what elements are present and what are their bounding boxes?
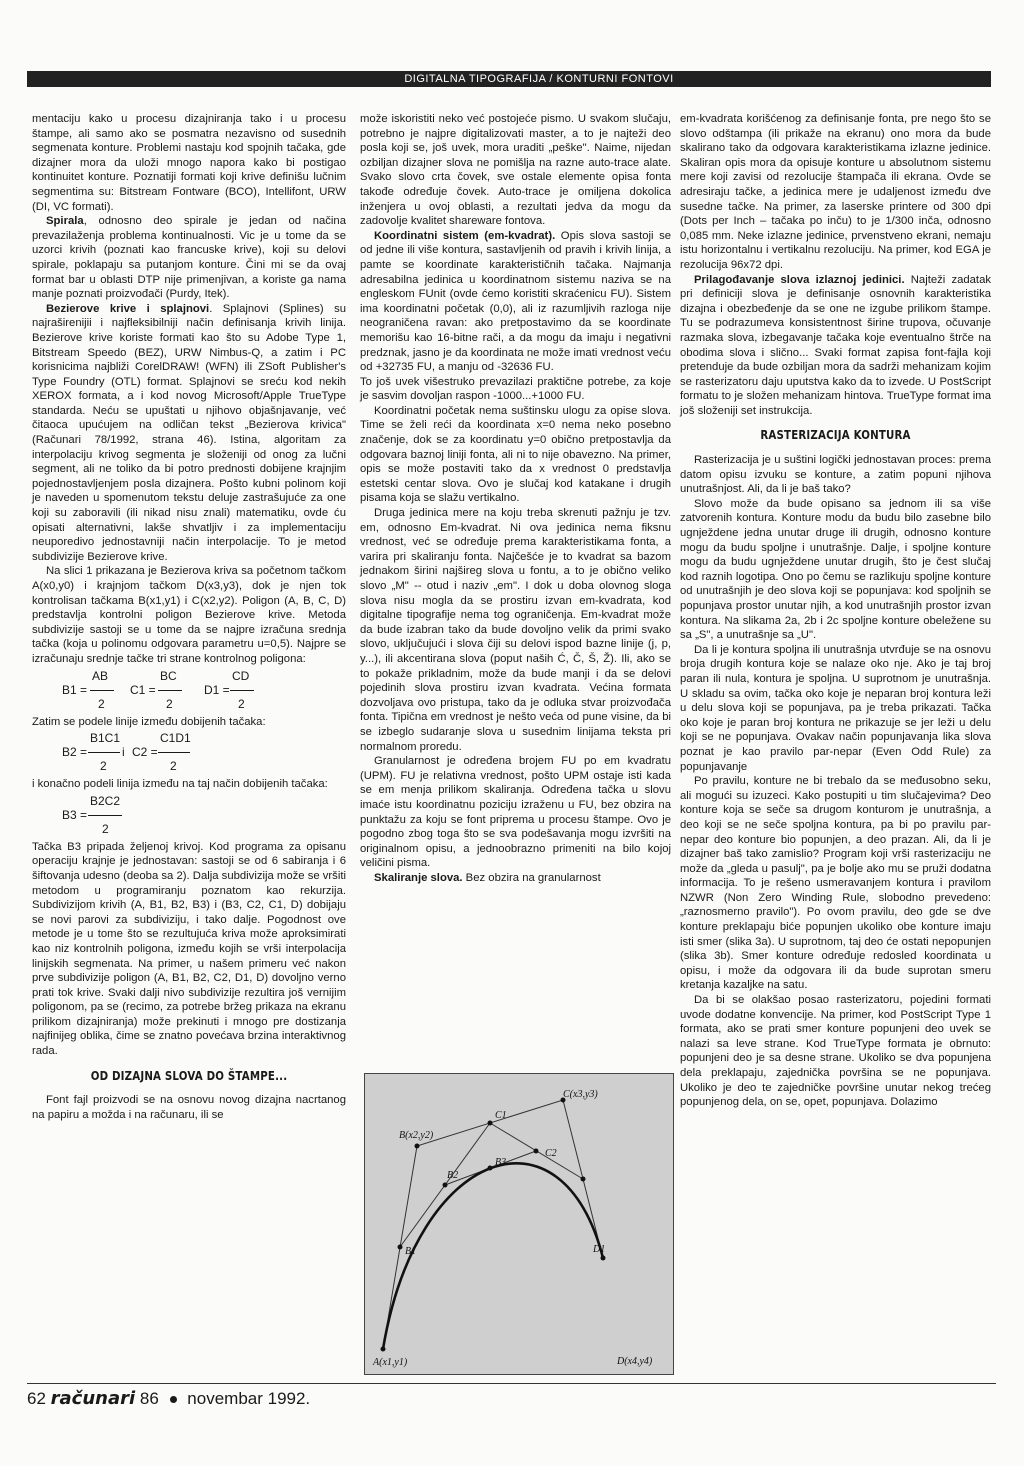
magazine-logo: računari [50, 1388, 136, 1409]
paragraph: Font fajl proizvodi se na osnovu novog dizajna nacrtanog na papiru a možda i na računaru, ili se [32, 1094, 346, 1121]
paragraph: Da bi se olakšao posao rasterizatoru, pojedini formati uvode dodatne konvencije. Na primer, kod PostScript Type 1 formata, ako se prati smer konture popunjeni deo uvek se nalazi sa leve strane. Kod TrueType formata je obrnuto: popunjeni deo je sa desne strane. Ukoliko se dva popunjena dela preklapaju, zajednička površina se ne popunjava. Ukoliko je deo te zajedničke površine unutar nekog trećeg popunjenog dela, on se, opet, popunjava. Dolazimo [680, 994, 991, 1109]
paragraph: Rasterizacija je u suštini logički jednostavan proces: prema datom opisu izvuku se konture, a zatim popuni njihova unutrašnjost. Ali, da li je baš tako? [680, 454, 991, 496]
point-b1 [398, 1245, 403, 1250]
paragraph: Slovo može da bude opisano sa jednom ili sa više zatvorenih kontura. Konture modu da budu bilo zasebne bilo ugnježdene jedna unutar druge ili drugih, odnosno konture mogu da budu spoljne i unutrašnje. Dalje, i spoljne konture mogu da budu ugnježdene unutar drugih, što je čest slučaj kod raznih logotipa. Ono po čemu se razlikuju spoljne konture od unutrašnjih je deo slova koji se popunjava: kod spoljnih se popunjava prostor unutar njih, a kod unutrašnjih prostor izvan kontura. Na slikama 2a, 2b i 2c spoljne konture obeležene su sa „S", a unutrašnje sa „U". [680, 497, 991, 642]
bullet-icon [170, 1396, 177, 1403]
label-b3: B3 [495, 1157, 507, 1168]
page-footer [27, 1388, 310, 1409]
paragraph-lead: Prilagođavanje slova izlaznoj jedinici. [694, 273, 905, 286]
point-c1 [488, 1121, 493, 1126]
paragraph: Da li je kontura spoljna ili unutrašnja utvrđuje se na osnovu broja drugih kontura koje se nalaze oko nje. Ako je taj broj paran ili nula, kontura je spoljna. U suprotnom je unutrašnja. U skladu sa ovim, tačka oko koje je neparan broj kontura leži u delu slova koji se popunjava, pa je treba prikazati. Tačka oko koje je paran broj kontura ne prikazuje se jer leži u delu koji se ne popunjava. Ovakav način popunjavanja lika slova poznat je kao pravilo par-nepar (Even Odd Rule) za popunjavanje [680, 643, 991, 773]
point-d [601, 1256, 606, 1261]
label-a: A(x1,y1) [373, 1357, 408, 1368]
point-d1 [581, 1177, 586, 1182]
point-c2 [534, 1149, 539, 1154]
paragraph: Granularnost je određena brojem FU po em kvadratu (UPM). FU je relativna vrednost, pošto UPM ostaje isti kada se em menja prilikom skaliranja. Određena tačka u slovu imaće istu koordinatnu poziciju izraženu u FU, bez obzira na punktažu za koju se font priprema u procesu štampe. Ovo je pogodno zbog toga što se sva podešavanja mogu izvršiti na originalnom opisu, a jednoobrazno primeniti na bilo kojoj veličini pisma. [360, 755, 671, 870]
label-d1: D1 [593, 1244, 606, 1255]
label-d: D(x4,y4) [617, 1356, 653, 1367]
section-header-title: DIGITALNA TIPOGRAFIJA / KONTURNI FONTOVI [404, 73, 674, 85]
section-header-bar [27, 71, 991, 87]
paragraph-lead: Koordinatni sistem (em-kvadrat). [374, 229, 556, 242]
paragraph: Po pravilu, konture ne bi trebalo da se međusobno seku, ali mogući su izuzeci. Kako postupiti u tim slučajevima? Deo konture koja se seče sa drugom konturom je unutrašnja, a deo koji se ne seče spoljna kontura, pa bi po pravilu par-nepar deo konture bio popunjen, a deo prazan. Ali, da li je dizajner baš tako zamislio? Program koji vrši rasterizaciju ne može da „gleda u pasulj", pa je bolje ako mu se pruži dodatna informacija. To je rešeno usmeravanjem kontura i pravilom NZWR (Non Zero Winding Rule, slobodno prevedeno: „raznosmerno pravilo"). Po ovom pravilu, deo gde se dve konture preklapaju biće popunjen ukoliko obe konture imaju isti smer (slika 3a). U suprotnom, taj deo će ostati nepopunjen (slika 3b). Smer konture određuje redosled koordinata u opisu, i može da odgovara ili da bude suprotan smeru kretanja kazaljke na satu. [680, 775, 991, 992]
paragraph: može iskoristiti neko već postojeće pismo. U svakom slučaju, potrebno je najpre digitalizovati master, a to je najteži deo posla koji se, još uvek, mora uraditi „peške". Naime, nijedan ozbiljan dizajner slova ne pomišlja na razne auto-trace alate. Svako slovo crta čovek, sve ostale elemente opisa fonta takođe određuje čovek. Auto-trace je omiljena dokolica inženjera u ovoj oblasti, a rezultati jedva da mogu da zadovolje kvalitet shareware fontova. [360, 113, 671, 228]
paragraph: Na slici 1 prikazana je Bezierova kriva sa početnom tačkom A(x0,y0) i krajnjom tačkom D(x3,y3), dok je njen tok kontrolisan tačkama B(x1,y1) i C(x2,y2). Poligon (A, B, C, D) predstavlja kontrolni poligon Bezierove krive. Metoda subdivizije sastoji se u tome da se najpre izračuna srednja tačka (koja u polinomu odgovara parametru u=0,5). Najpre se izračunaju srednje tačke tri strane kontrolnog poligona: [32, 565, 346, 665]
footer-rule [27, 1383, 996, 1384]
issue-date: novembar 1992. [187, 1389, 311, 1408]
formula-midpoints: AB BC CD B1 = C1 = D1 = 2 2 2 [32, 667, 346, 715]
point-b3 [488, 1166, 493, 1171]
page-number: 62 [27, 1389, 46, 1408]
column-2 [360, 112, 671, 885]
paragraph: Druga jedinica mere na koju treba skrenuti pažnju je tzv. em, odnosno Em-kvadrat. Ni ova jedinica nema fiksnu vrednost, već se određuje prema karakteristikama fonta, a varira pri skaliranju fonta. Najčešće je to kvadrat sa bazom jednakom širini najšireg slova u fontu, a to je obično veliko slovo „M" -- otud i naziv „em". I dok u doba olovnog sloga slova nisu mogla da se prostiru izvan em-kvadrata, kod digitalne tipografije nema tog ograničenja. Em-kvadrat može da bude izabran tako da bude dovoljno velik da primi svako slovo, uključujući i slova čiji su delovi ispod bazne linije (j, p, y...), ili akcentirana slova (poput naših Ć, Č, Š, Ž). Ili, ako se to pokaže prikladnim, može da bude manji i da se delovi pojedinih slova prostiru izvan kvadrata. Većina formata dozvoljava ovo pristupa, tako da je odluka stvar proizvođača fonta. Tipična em vrednost je nešto veća od pune visine, da bi se izbeglo sudaranje slova u susednim linijama teksta pri normalnom proredu. [360, 507, 671, 753]
paragraph: Prilagođavanje slova izlaznoj jedinici. Najteži zadatak pri definiciji slova je definisanje osnovnih karakteristika dizajna i obezbeđenje da se one ne izgube prilikom štampe. Tu se podrazumeva konsistentnost širine trupova, očuvanje razmaka slova, izbegavanje tačaka koje eventualno štrče na obodima slova i slično... Svaki format zapisa font-fajla koji pretenduje da bude ozbiljan mora da sadrži mehanizam kojim se rasterizatoru daju uputstva kako da to izvede. U PostScript formatu to je složen mehanizam hintova. TrueType format ima još složeniji set instrukcija. [680, 273, 992, 417]
paragraph-lead: Spirala [46, 215, 84, 228]
paragraph: Koordinatni sistem (em-kvadrat). Opis slova sastoji se od jedne ili više kontura, sastavljenih od pravih i krivih linija, a pamte se koordinate karakterističnih tačaka. Najmanja adresabilna jedinica u koordinatnom sistemu naziva se na engleskom FUnit (ovde ćemo koristiti skraćenicu FU). Sistem ima koordinatni početak (0,0), ali iz razumljivih razloga nije neograničena ravan: ako pretpostavimo da se koordinate memorišu kao 16-bitne rači, a da mogu da imaju i negativni predznak, jasno je da koordinata ne može imati vrednost veću od +32735 FU, a manju od -32636 FU. [360, 229, 671, 374]
section-title: OD DIZAJNA SLOVA DO ŠTAMPE... [90, 1067, 288, 1083]
paragraph: Tačka B3 pripada željenoj krivoj. Kod programa za opisanu operaciju krajnje je jednostavan: sastoji se od 6 sabiranja i 6 šiftovanja udesno (deoba sa 2). Dalja subdivizija može se vršiti metodom u programiranju poznatom kao rekurzija. Subdivizijom krivih (A, B1, B2, B3) i (B3, C2, C1, D) dobijaju se novi parovi za subdiviziju, i tako dalje. Pogodnost ove metode je u tome što se rezultujuća kriva može aproksimirati kao niz kontrolnih poligona, između kojih se vrši interpolacija linijskih segmenata. Na primer, u našem primeru već nakon prve subdivizije poligon (A, B1, B2, C2, D1, D) dovoljno verno prati tok krive. Svaki dalji nivo subdivizije rezultira još vernijim poligonom, pa se (recimo, za potrebe bržeg prikaza na ekranu prilikom dizajniranja) može prekinuti i mnogo pre dostizanja najfinijeg oblika, čime se znatno povećava brzina interaktivnog rada. [32, 840, 346, 1058]
formula-final-split: B2C2 B3 = 2 [62, 793, 121, 836]
paragraph: i konačno podeli linija između na taj način dobijenih tačaka: [32, 778, 328, 791]
paragraph: To još uvek višestruko prevazilazi praktične potrebe, za koje je sasvim dovoljan raspon -1000...+1000 FU. [360, 375, 671, 403]
paragraph: Spirala, odnosno deo spirale je jedan od načina prevazilaženja problema kontinualnosti. Vic je u tome da se uzorci krivih (poznati kao francuske krive), koji su delovi spirale, poklapaju sa putanjom konture. Čini mi se da ovaj format bar u oblasti DTP nije primenjivan, a koriste ga nama manje poznati proizvođači (Purdy, Itek). [32, 215, 346, 301]
issue-number: 86 [139, 1389, 159, 1408]
paragraph: mentaciju kako u procesu dizajniranja tako i u procesu štampe, ali samo ako se posmatra nezavisno od susednih segmenata konture. Problemi nastaju kod spojnih tačaka, gde dizajner mora da uloži mnogo napora kako bi postigao kontinuitet konture. Poznatiji formati koji krive definišu lučnim segmentima su: Bitstream Fontware (BCO), Intellifont, URW (DI, VC formati). [32, 113, 346, 213]
paragraph: Zatim se podele linije između dobijenih tačaka: [32, 715, 266, 728]
label-b1: B1 [405, 1246, 417, 1257]
paragraph: Bezierove krive i splajnovi. Splajnovi (Splines) su najraširenijii i najfleksibilniji način definisanja krivih linija. Bezierove krive koriste formati kao što su Adobe Type 1, Bitstream Speedo (BEZ), URW Nimbus-Q, a zatim i PC korisnicima najbliži CorelDRAW! (WFN) ili ZSoft Publisher's Type Foundry (OTL) format. Splajnovi se sreću kod nekih XEROX formata, a i kod novog Microsoft/Apple TrueType standarda. Neću se upuštati u njihovo objašnjavanje, već čitaoca upućujem na odličan tekst „Bezierova krivica" (Računari 78/1992, strana 46). Istina, algoritam za interpolaciju krivog segmenta je složeniji od onog za lučni segment, ali ne toliko da bi potro prednosti dobijene krajnjim pojednostavljenjem posla dizajnera. Pošto kubni polinom koji je naveden u spomenutom tekstu deluje zastrašujuće za one koji su zaboravili (ili nikad nisu znali) matematiku, ovde ću opisati alternativni, lakše shvatljiv i za implementaciju neuporedivo jednostavniji način interpolacije. To je metod subdivizije Bezierove krive. [32, 302, 346, 563]
paragraph-lead: Bezierove krive i splajnovi [46, 302, 210, 315]
label-b2: B2 [447, 1170, 459, 1181]
label-c1: C1 [495, 1110, 507, 1121]
bezier-subdivision-figure [364, 1073, 674, 1375]
point-b [415, 1144, 420, 1149]
bezier-diagram [365, 1074, 673, 1374]
column-1 [32, 112, 346, 1122]
label-c: C(x3,y3) [563, 1089, 598, 1100]
column-3 [680, 112, 991, 1110]
point-b2 [443, 1183, 448, 1188]
point-a [381, 1347, 386, 1352]
paragraph: Skaliranje slova. Bez obzira na granularnost [374, 871, 601, 884]
label-c2: C2 [545, 1148, 557, 1159]
paragraph-lead: Skaliranje slova. [374, 871, 463, 884]
formula-second-split: B1C1 C1D1 B2 = i C2 = 2 2 [62, 731, 191, 774]
paragraph: Koordinatni početak nema suštinsku ulogu za opise slova. Time se želi reći da koordinata x=0 nema neko posebno značenje, dok se za koordinatu y=0 obično pretpostavlja da odgovara baznoj liniji fonta, ali ni to nije obavezno. Na primer, opis se može postaviti tako da x vrednost 0 predstavlja estetski centar slova. Ovo je slučaj kod katakane i drugih pisama koja se slažu vertikalno. [360, 404, 671, 505]
paragraph: em-kvadrata korišćenog za definisanje fonta, pre nego što se slovo odštampa (ili prikaže na ekranu) ono mora da bude skalirano tako da odgovara karakteristikama izlazne jedinice. Skaliran opis mora da opisuje konture u absolutnom sistemu mere koji zavisi od rezolucije štampača ili ekrana. Ovde se adresiraju tačke, a jedinica mere je udaljenost između dve susedne tačke. Na primer, za laserske printere od 300 dpi (Dots per Inch – tačaka po inču) to je 1/300 inča, odnosno 0,085 mm. Neke izlazne jedinice, prvenstveno ekrani, nemaju istu horizontalnu i vertikalnu rezoluciju. Na primer, kod EGA je rezolucija 96x72 dpi. [680, 113, 991, 271]
label-b: B(x2,y2) [399, 1130, 434, 1141]
section-title: RASTERIZACIJA KONTURA [760, 427, 911, 443]
